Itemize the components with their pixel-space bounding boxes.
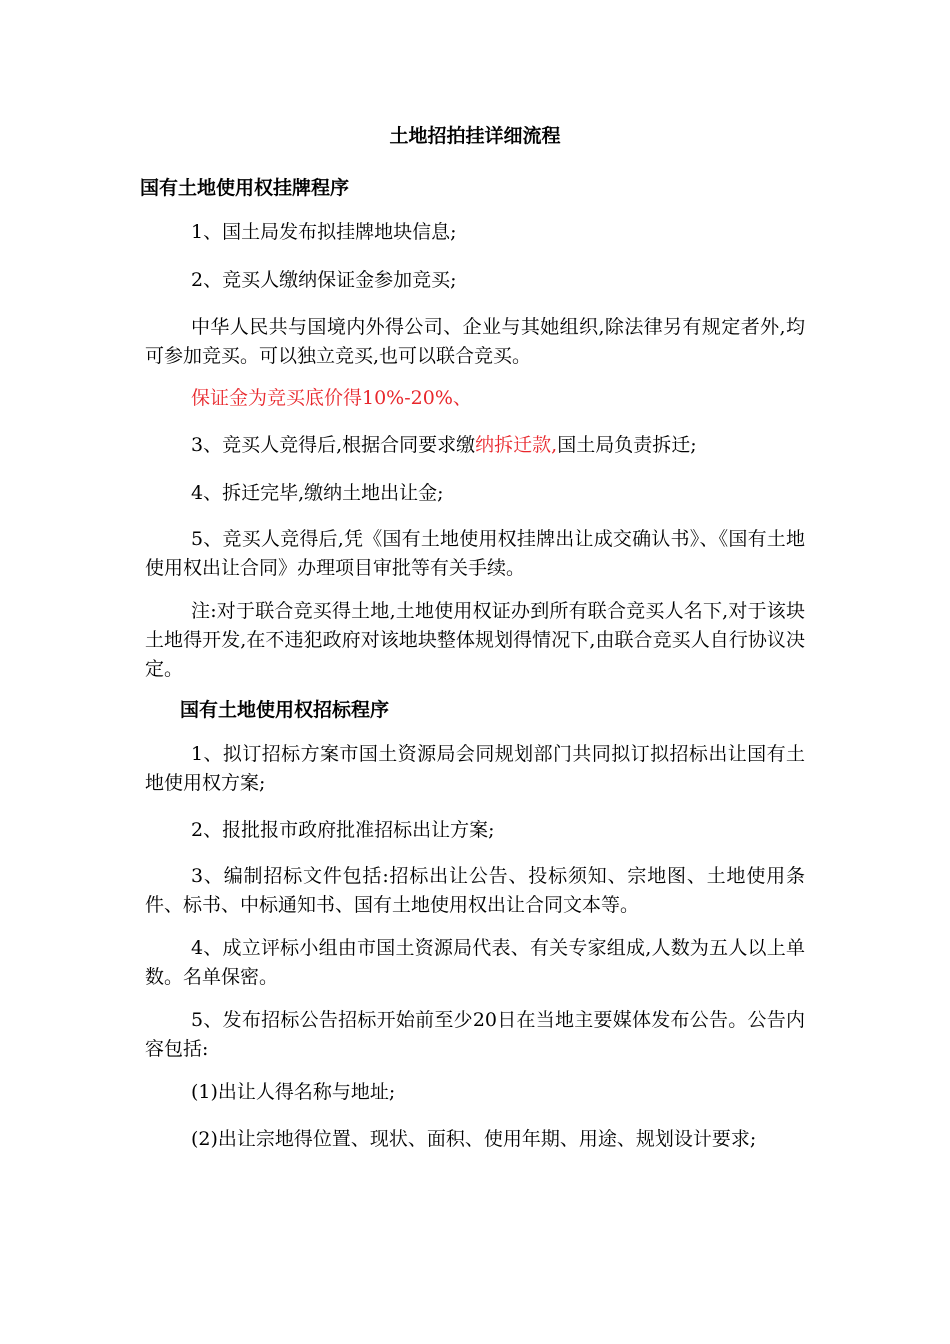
- paragraph: [145, 431, 805, 460]
- section-heading-listing: 国有土地使用权挂牌程序: [140, 177, 350, 199]
- paragraph-text: 国土局负责拆迁;: [557, 434, 697, 456]
- note-paragraph: 注:对于联合竞买得土地,土地使用权证办到所有联合竞买人名下,对于该块土地得开发,在不违犯政府对该地块整体规划得情况下,由联合竞买人自行协议决定。: [145, 600, 805, 680]
- paragraph-text: 3、竞买人竞得后,根据合同要求缴: [191, 434, 476, 456]
- paragraph: 2、竞买人缴纳保证金参加竞买;: [191, 269, 457, 291]
- document-title: 土地招拍挂详细流程: [389, 125, 561, 147]
- paragraph: 3、编制招标文件包括:招标出让公告、投标须知、宗地图、土地使用条件、标书、中标通知书、国有土地使用权出让合同文本等。: [145, 865, 805, 916]
- highlight-text: 纳拆迁款,: [475, 434, 558, 456]
- paragraph: 1、拟订招标方案市国土资源局会同规划部门共同拟订拟招标出让国有土地使用权方案;: [145, 743, 805, 794]
- paragraph: (1)出让人得名称与地址;: [191, 1081, 396, 1103]
- paragraph: 5、竞买人竞得后,凭《国有土地使用权挂牌出让成交确认书》、《国有土地使用权出让合同》办理项目审批等有关手续。: [145, 528, 805, 579]
- paragraph: 5、发布招标公告招标开始前至少20日在当地主要媒体发布公告。公告内容包括:: [145, 1009, 805, 1060]
- paragraph: 4、成立评标小组由市国土资源局代表、有关专家组成,人数为五人以上单数。名单保密。: [145, 937, 805, 988]
- highlight-paragraph: 保证金为竞买底价得10%-20%、: [191, 387, 472, 409]
- paragraph: 中华人民共与国境内外得公司、企业与其她组织,除法律另有规定者外,均可参加竞买。可以独立竞买,也可以联合竞买。: [145, 316, 805, 367]
- paragraph: 4、拆迁完毕,缴纳土地出让金;: [191, 482, 444, 504]
- section-heading-tender: 国有土地使用权招标程序: [180, 699, 390, 721]
- paragraph: 2、报批报市政府批准招标出让方案;: [191, 819, 495, 841]
- paragraph: (2)出让宗地得位置、现状、面积、使用年期、用途、规划设计要求;: [191, 1128, 757, 1150]
- paragraph: 1、国土局发布拟挂牌地块信息;: [191, 221, 457, 243]
